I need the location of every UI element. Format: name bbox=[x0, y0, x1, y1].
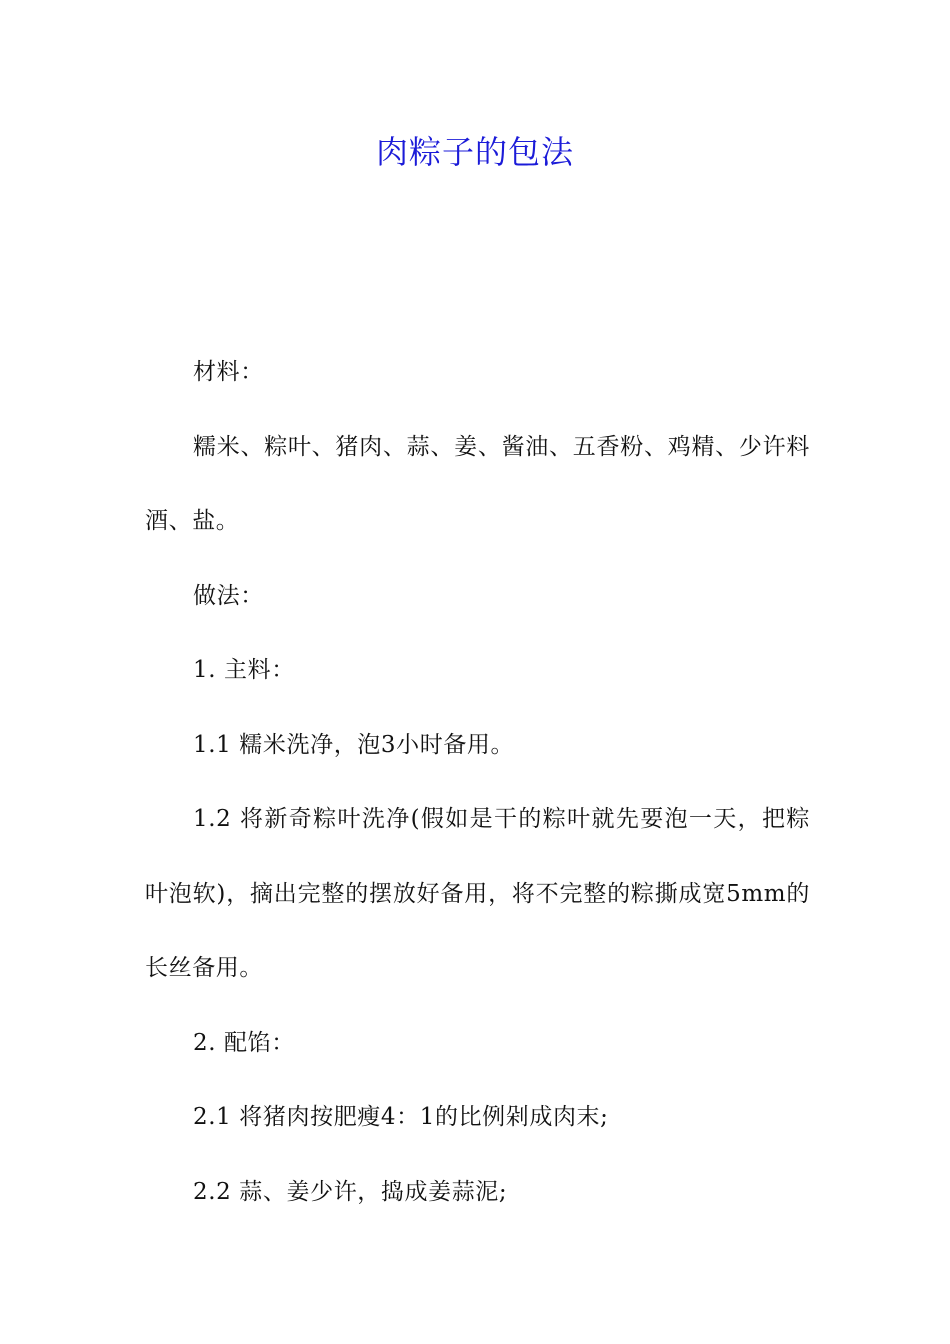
paragraph-step-2-2: 2.2 蒜、姜少许，捣成姜蒜泥; bbox=[193, 1178, 508, 1205]
document-title: 肉粽子的包法 bbox=[375, 133, 574, 171]
paragraph-materials-heading: 材料： bbox=[193, 359, 264, 385]
paragraph-step-1-1: 1.1 糯米洗净，泡3小时备用。 bbox=[193, 731, 515, 758]
document-body bbox=[145, 335, 810, 1229]
paragraph-step-2: 2. 配馅： bbox=[193, 1029, 295, 1056]
paragraph-method-heading: 做法： bbox=[193, 582, 264, 609]
paragraph-step-1-2: 1.2 将新奇粽叶洗净(假如是干的粽叶就先要泡一天，把粽叶泡软)，摘出完整的摆放好备用，将不完整的粽撕成宽5mm的长丝备用。 bbox=[145, 806, 810, 981]
paragraph-step-1: 1. 主料： bbox=[193, 657, 295, 683]
paragraph-step-2-1: 2.1 将猪肉按肥瘦4：1的比例剁成肉末; bbox=[193, 1104, 609, 1130]
paragraph-materials-list: 糯米、粽叶、猪肉、蒜、姜、酱油、五香粉、鸡精、少许料酒、盐。 bbox=[145, 433, 810, 534]
